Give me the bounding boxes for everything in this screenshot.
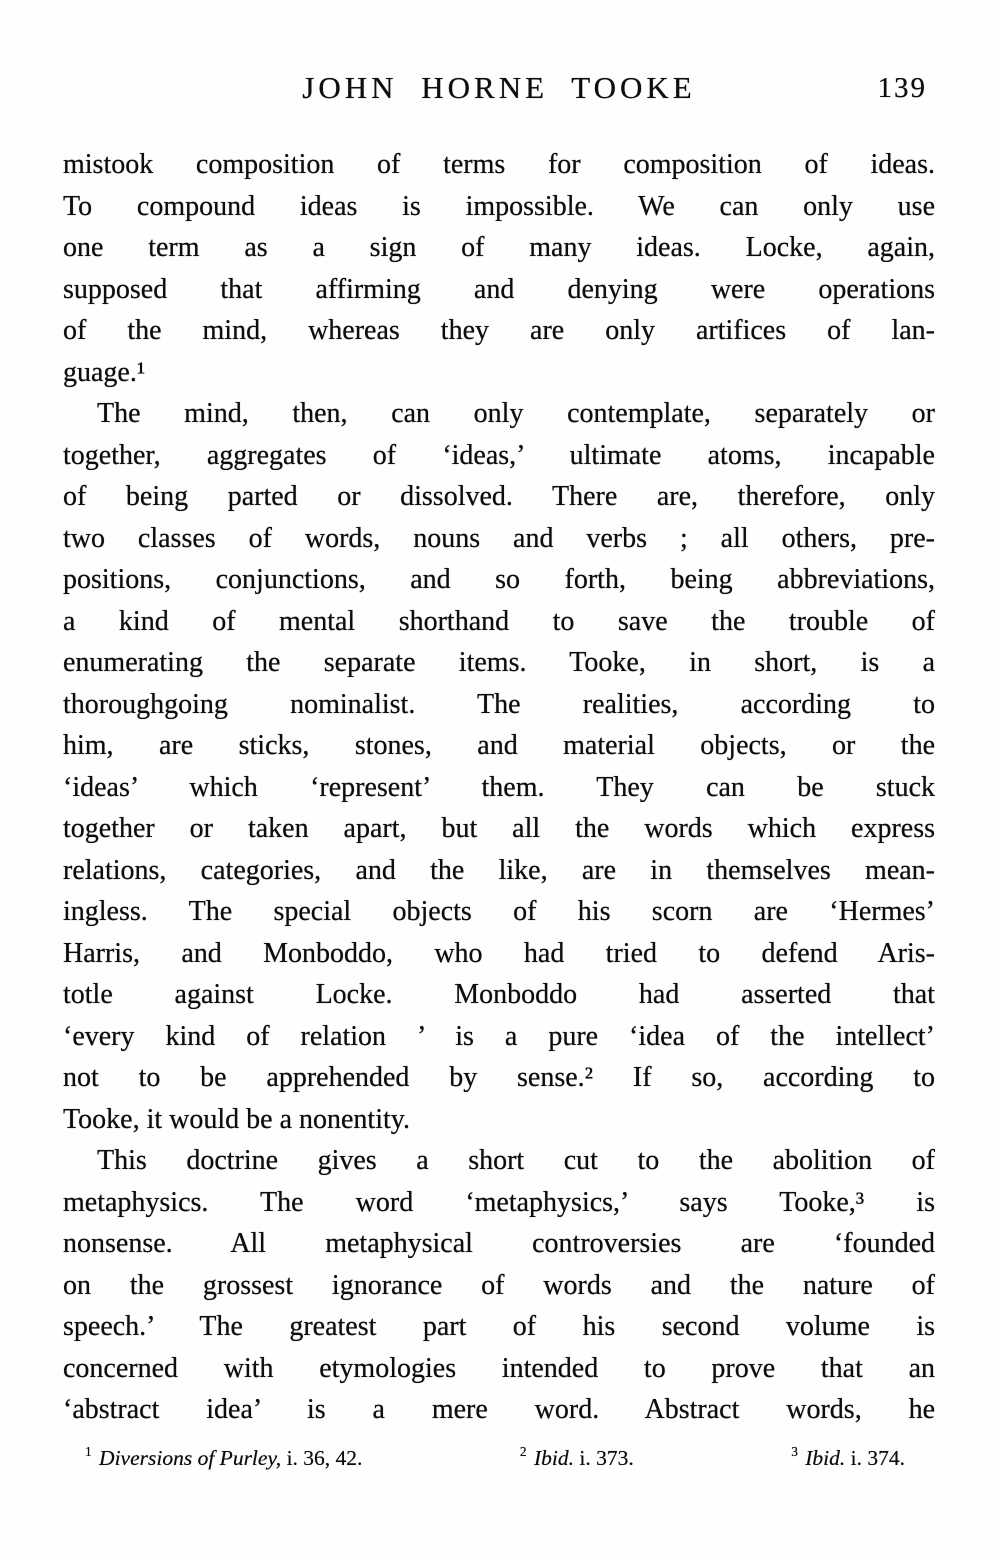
footnote-ref: i. 36, 42. <box>286 1445 363 1470</box>
text-line: together, aggregates of ‘ideas,’ ultimate atoms, incapable <box>63 439 935 471</box>
text-block <box>63 70 935 1471</box>
footnote <box>520 1445 634 1471</box>
text-line: concerned with etymologies intended to prove that an <box>63 1352 935 1384</box>
text-line: metaphysics. The word ‘metaphysics,’ says Tooke,³ is <box>63 1186 935 1218</box>
text-line: Harris, and Monboddo, who had tried to defend Aris- <box>63 937 935 969</box>
text-line: Tooke, it would be a nonentity. <box>63 1103 410 1135</box>
text-line: a kind of mental shorthand to save the trouble of <box>63 605 935 637</box>
footnotes <box>63 1431 935 1471</box>
footnote-source: Ibid. <box>533 1445 574 1470</box>
text-line: of the mind, whereas they are only artifices of lan- <box>63 315 935 346</box>
text-line: relations, categories, and the like, are in themselves mean- <box>63 854 935 886</box>
body-text <box>63 144 935 1431</box>
footnote-ref: i. 373. <box>579 1445 634 1470</box>
footnote-source: Diversions of Purley, <box>99 1445 282 1470</box>
page-title: JOHN HORNE TOOKE <box>302 70 696 105</box>
footnote-source: Ibid. <box>805 1445 846 1470</box>
text-line: on the grossest ignorance of words and the nature of <box>63 1269 935 1301</box>
running-head <box>63 70 935 110</box>
footnote <box>85 1445 362 1471</box>
text-line: thoroughgoing nominalist. The realities, according to <box>63 688 935 720</box>
text-line: guage.¹ <box>63 356 146 388</box>
text-line: ‘every kind of relation ’ is a pure ‘idea of the intellect’ <box>63 1020 935 1052</box>
text-line: nonsense. All metaphysical controversies are ‘founded <box>63 1228 935 1259</box>
text-line: ‘ideas’ which ‘represent’ them. They can be stuck <box>63 771 935 803</box>
text-line: To compound ideas is impossible. We can only use <box>63 190 935 222</box>
text-line: The mind, then, can only contemplate, separately or <box>97 398 935 429</box>
footnote-ref: i. 374. <box>850 1445 905 1470</box>
footnote <box>791 1445 905 1471</box>
text-line: of being parted or dissolved. There are, therefore, only <box>63 481 935 512</box>
paragraph <box>63 144 935 393</box>
text-line: together or taken apart, but all the words which express <box>63 813 935 844</box>
text-line: him, are sticks, stones, and material objects, or the <box>63 730 935 761</box>
text-line: ingless. The special objects of his scorn are ‘Hermes’ <box>63 896 935 927</box>
text-line: mistook composition of terms for composition of ideas. <box>63 149 935 180</box>
paragraph <box>63 393 935 1140</box>
text-line: positions, conjunctions, and so forth, being abbreviations, <box>63 564 935 595</box>
text-line: This doctrine gives a short cut to the abolition of <box>97 1145 935 1176</box>
footnote-marker: 1 <box>85 1444 92 1460</box>
page-number: 139 <box>877 72 927 104</box>
paragraph <box>63 1140 935 1431</box>
footnote-marker: 2 <box>519 1444 527 1460</box>
text-line: enumerating the separate items. Tooke, in short, is a <box>63 647 935 678</box>
text-line: one term as a sign of many ideas. Locke, again, <box>63 232 935 263</box>
text-line: two classes of words, nouns and verbs ; all others, pre- <box>63 522 935 554</box>
text-line: totle against Locke. Monboddo had asserted that <box>63 979 935 1010</box>
footnote-marker: 3 <box>791 1444 798 1460</box>
text-line: not to be apprehended by sense.² If so, according to <box>63 1062 935 1093</box>
text-line: ‘abstract idea’ is a mere word. Abstract words, he <box>63 1394 935 1425</box>
text-line: speech.’ The greatest part of his second volume is <box>63 1311 935 1342</box>
text-line: supposed that affirming and denying were operations <box>63 273 935 305</box>
